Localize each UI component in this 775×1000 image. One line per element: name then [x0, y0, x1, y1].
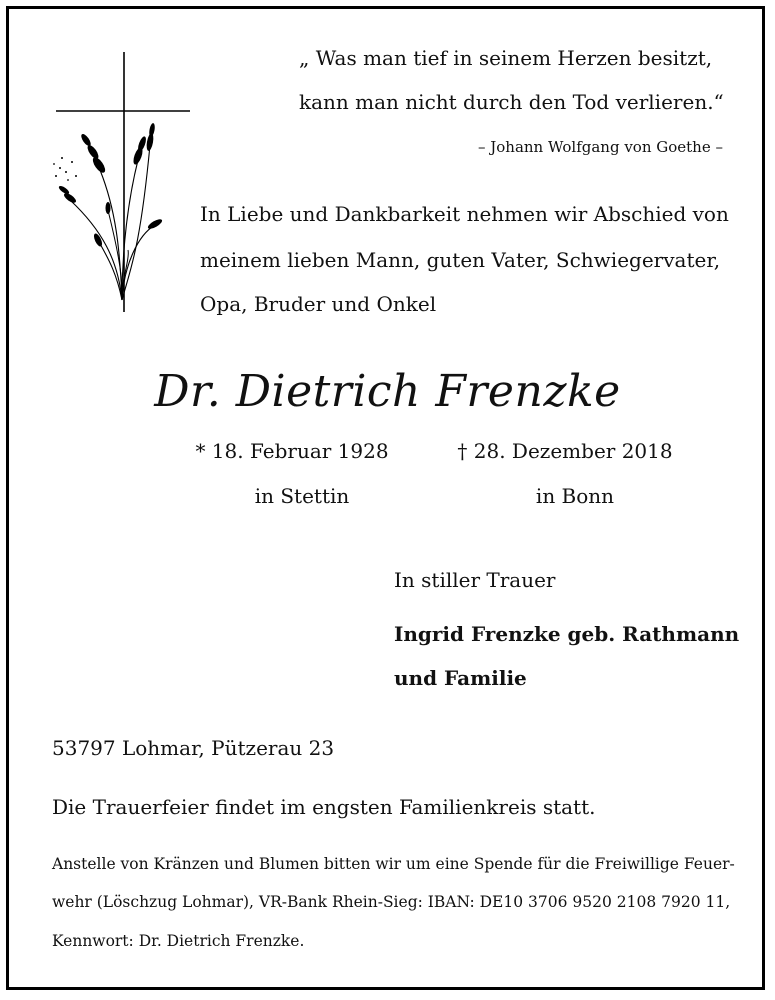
death-place: in Bonn [535, 484, 615, 508]
quote-line-2: kann man nicht durch den Tod verlieren.“ [299, 90, 724, 114]
donation-line-1: Anstelle von Kränzen und Blumen bitten wir um eine Spende für die Freiwillige Feuer- [52, 855, 735, 873]
donation-line-2: wehr (Löschzug Lohmar), VR-Bank Rhein-Sieg: IBAN: DE10 3706 9520 2108 7920 11, [52, 893, 731, 911]
deceased-name: Dr. Dietrich Frenzke [154, 366, 621, 417]
intro-line-2: meinem lieben Mann, guten Vater, Schwiegervater, [200, 248, 721, 272]
quote-line-1: „ Was man tief in seinem Herzen besitzt, [299, 46, 713, 70]
intro-line-3: Opa, Bruder und Onkel [200, 292, 437, 316]
mourner-name: Ingrid Frenzke geb. Rathmann [394, 622, 740, 646]
birth-date: * 18. Februar 1928 [195, 439, 389, 463]
death-date: † 28. Dezember 2018 [457, 439, 673, 463]
donation-line-3: Kennwort: Dr. Dietrich Frenzke. [52, 932, 305, 950]
mourner-family: und Familie [394, 666, 527, 690]
mourning-intro: In stiller Trauer [394, 568, 556, 592]
address: 53797 Lohmar, Pützerau 23 [52, 736, 335, 760]
birth-place: in Stettin [254, 484, 350, 508]
intro-line-1: In Liebe und Dankbarkeit nehmen wir Abschied von [200, 202, 729, 226]
ceremony-note: Die Trauerfeier findet im engsten Familienkreis statt. [52, 795, 596, 819]
cross-with-wheat-icon [50, 50, 200, 315]
quote-author: – Johann Wolfgang von Goethe – [477, 138, 723, 156]
